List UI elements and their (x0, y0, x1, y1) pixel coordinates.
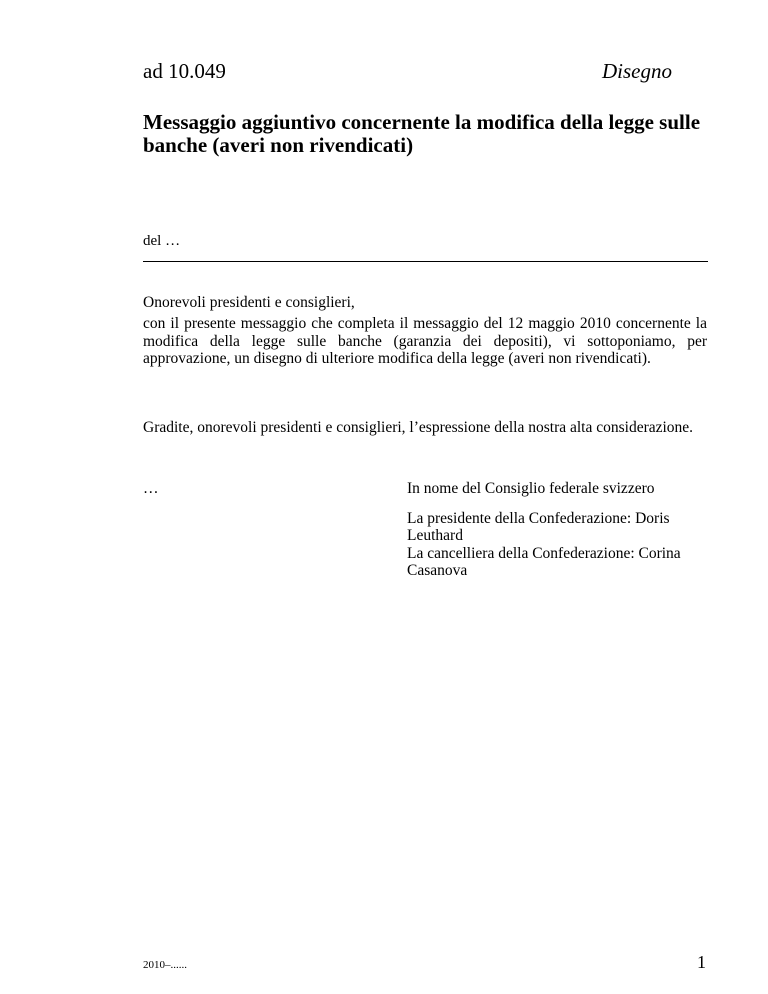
signature-chancellor: La cancelliera della Confederazione: Corina Casanova (407, 544, 681, 580)
salutation: Onorevoli presidenti e consiglieri, (143, 294, 355, 311)
signature-block (407, 480, 707, 580)
page-title: Messaggio aggiuntivo concernente la modifica della legge sulle banche (averi non rivendicati) (143, 110, 701, 157)
page-number: 1 (697, 952, 706, 972)
document-type: Disegno (602, 59, 672, 83)
footer-code: 2010–...... (143, 959, 187, 971)
document-reference: ad 10.049 (143, 59, 226, 83)
divider (143, 261, 708, 262)
body-paragraph-2: Gradite, onorevoli presidenti e consiglieri, l’espressione della nostra alta considerazione. (143, 419, 694, 436)
signature-council: In nome del Consiglio federale svizzero (407, 480, 655, 497)
signature-place-date: … (143, 480, 159, 497)
body-paragraph-1: con il presente messaggio che completa il messaggio del 12 maggio 2010 concernente la modifica della legge sulle banche (garanzia dei depositi), vi sottoponiamo, per approvazione, un disegno di ulteriore modifica della legge (averi non rivendicati). (143, 315, 707, 368)
date-line: del … (143, 233, 181, 249)
signature-president: La presidente della Confederazione: Doris Leuthard (407, 509, 670, 545)
